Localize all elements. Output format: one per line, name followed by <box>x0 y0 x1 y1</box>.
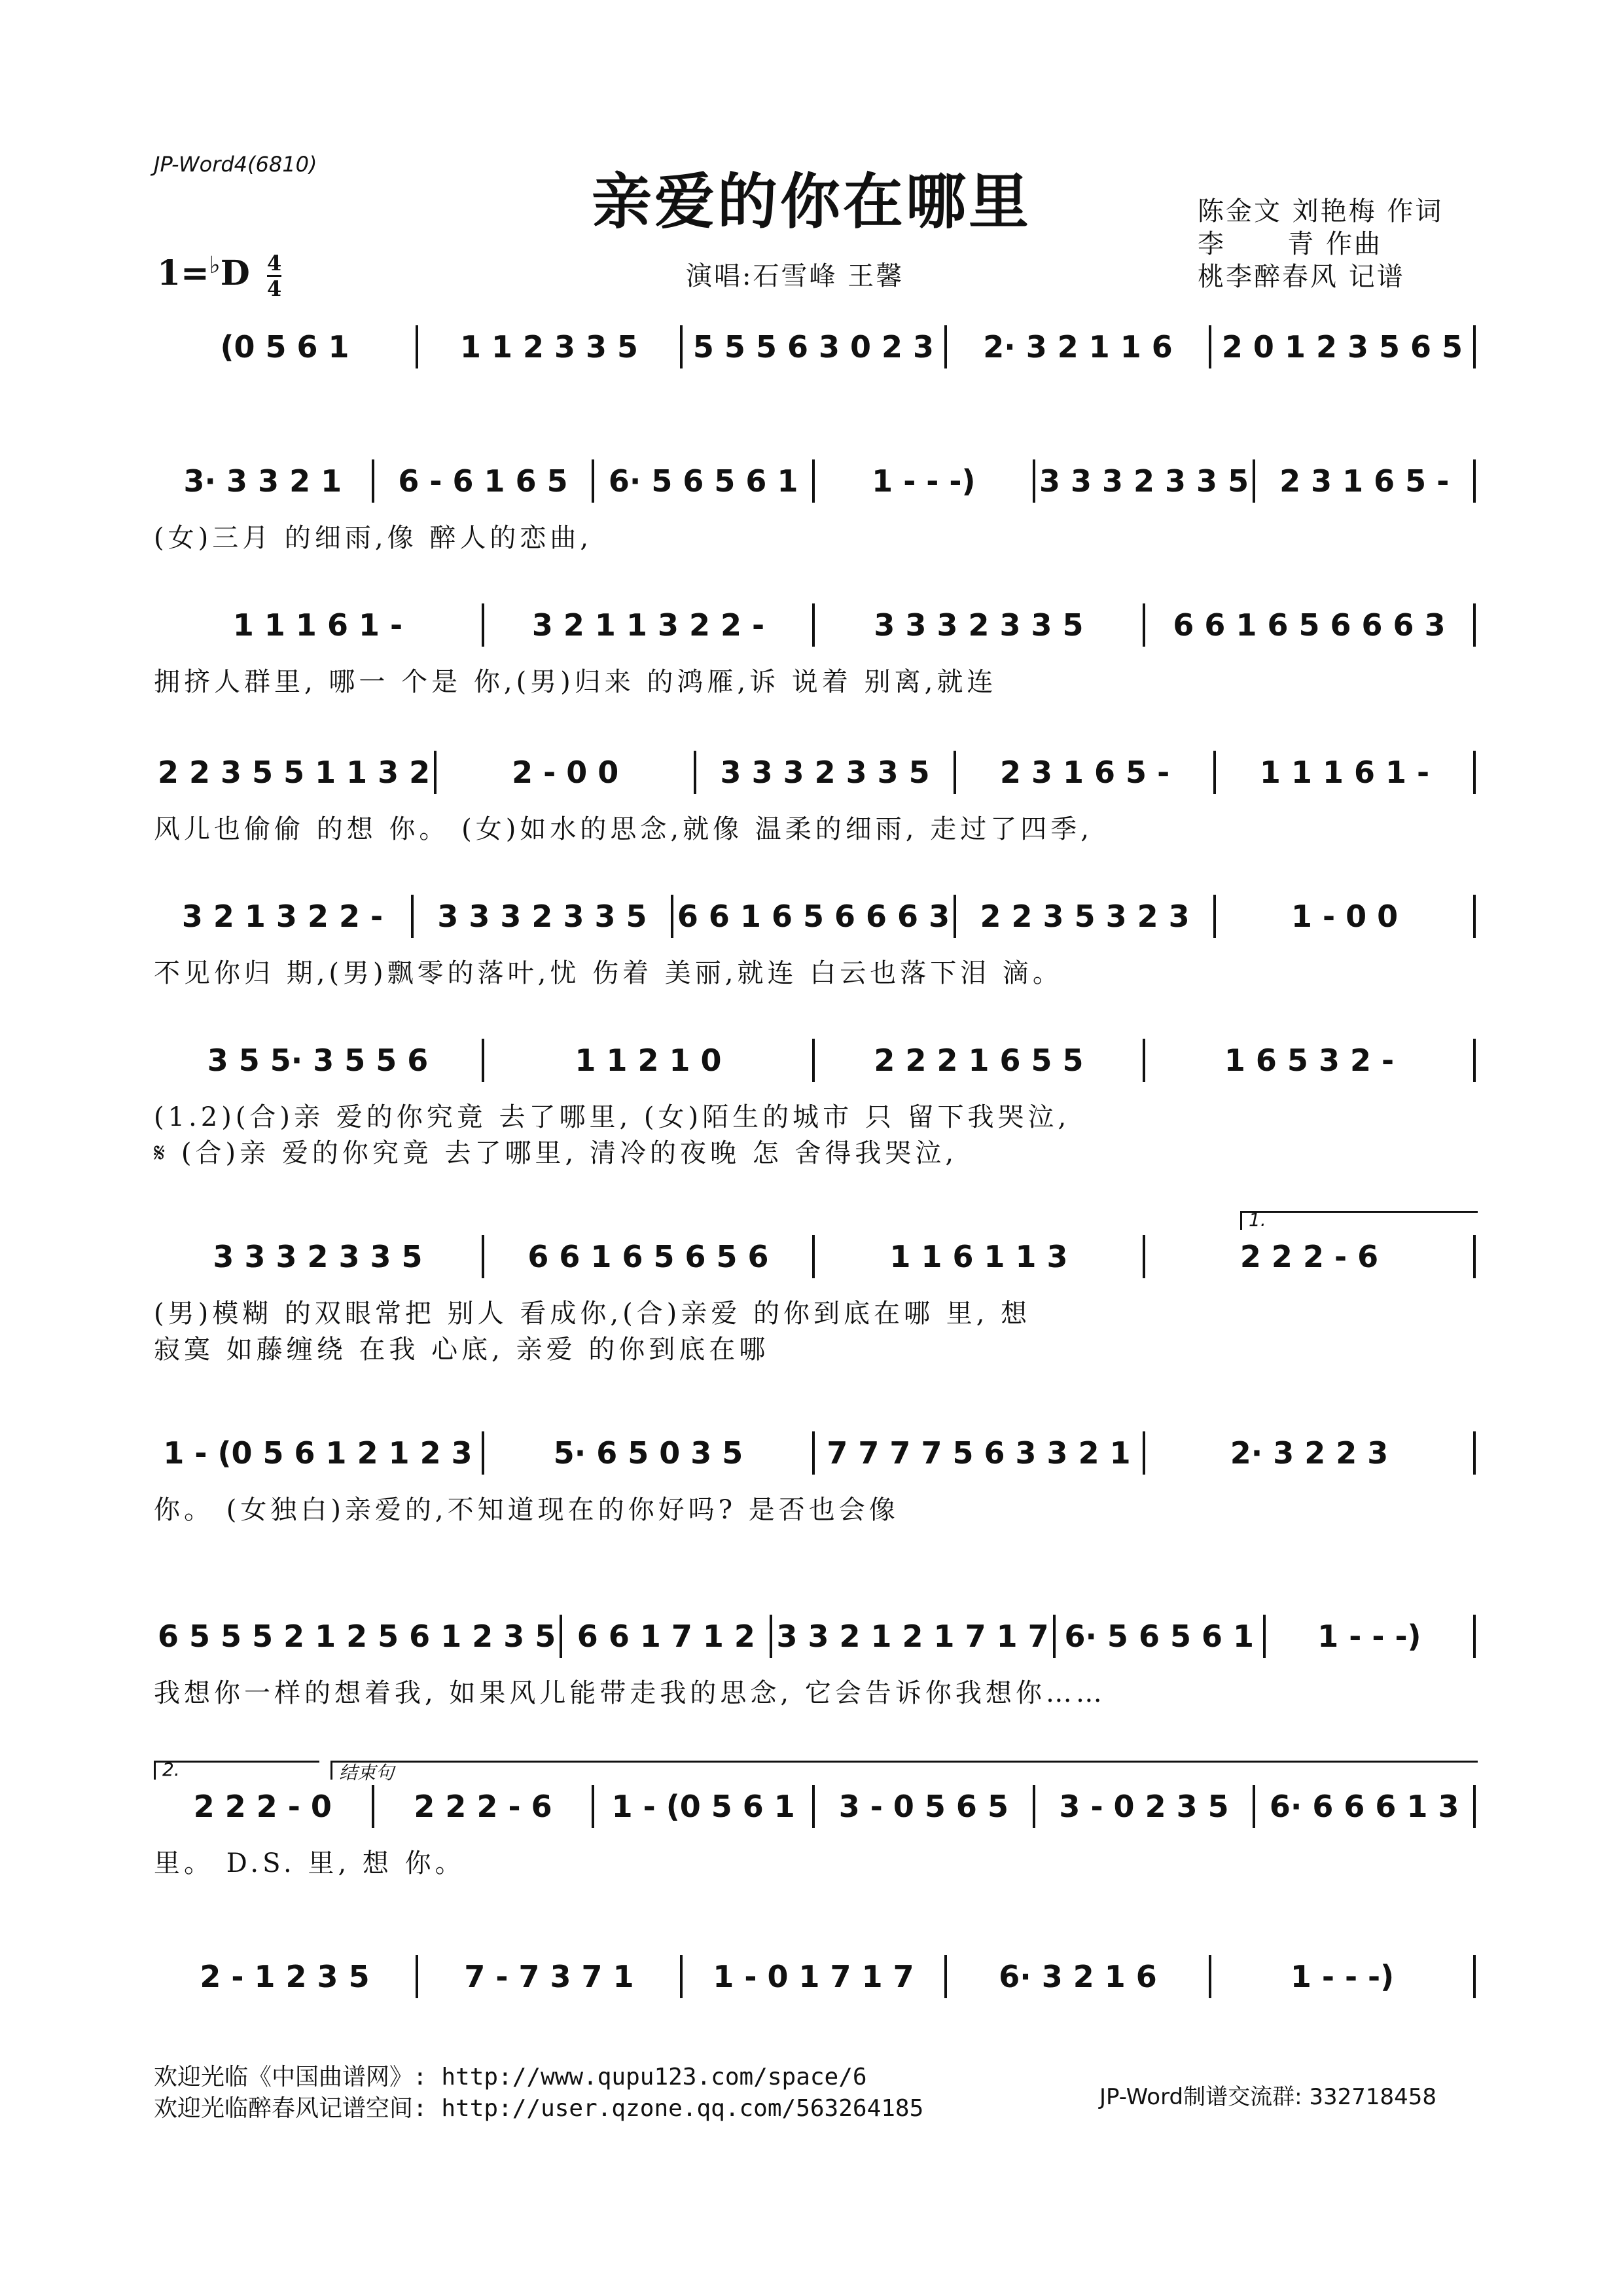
measure <box>154 1435 482 1471</box>
measure <box>696 755 954 790</box>
measure <box>154 1619 560 1654</box>
measure-notes: 2 2 2 1 6 5 5 <box>874 1043 1084 1078</box>
measure-notes: 1 1 1 6 1 - <box>1259 755 1430 790</box>
measure-notes: 2 2 3 5 5 1 1 3 2 <box>158 755 431 790</box>
measure-notes: 3 2 1 1 3 2 2 - <box>531 607 765 643</box>
notes-line <box>154 455 1476 507</box>
bar-line <box>1473 1431 1476 1475</box>
measure <box>1211 1959 1473 1994</box>
measure-notes: 3 3 3 2 3 3 5 <box>874 607 1084 643</box>
measure <box>414 899 671 934</box>
software-label: JP-Word4(6810) <box>154 152 317 177</box>
measure-notes: 6 5 5 5 2 1 2 5 6 1 2 3 5 <box>158 1619 556 1654</box>
bar-line <box>1473 603 1476 647</box>
notes-line <box>154 1950 1476 2003</box>
measure-notes: 2 3 1 6 5 - <box>999 755 1170 790</box>
measure <box>484 1043 812 1078</box>
measure-notes: 6· 5 6 5 6 1 <box>1064 1619 1255 1654</box>
score-row <box>154 321 1476 452</box>
score-row <box>154 1610 1476 1741</box>
measure <box>1145 1043 1473 1078</box>
measure <box>154 607 482 643</box>
volta-number: 2. <box>162 1759 180 1780</box>
measure-notes: 2 0 1 2 3 5 6 5 <box>1221 329 1463 365</box>
measure <box>1145 1435 1473 1471</box>
measure-notes: 3 - 0 5 6 5 <box>838 1789 1008 1824</box>
composer-credit: 李 青 作曲 <box>1198 229 1383 259</box>
measure-notes: 6 - 6 1 6 5 <box>398 463 568 499</box>
measure <box>154 1789 372 1824</box>
measure-notes: 3· 3 3 2 1 <box>183 463 342 499</box>
measure <box>1255 1789 1473 1824</box>
measure-notes: 1 - 0 0 <box>1291 899 1399 934</box>
measure <box>956 755 1213 790</box>
measure-notes: 6· 5 6 5 6 1 <box>608 463 798 499</box>
measure <box>815 463 1033 499</box>
measure-notes: 3 5 5· 3 5 5 6 <box>207 1043 429 1078</box>
key-label: 1= <box>157 253 209 293</box>
measure <box>1145 607 1473 643</box>
measure-notes: 1 6 5 3 2 - <box>1224 1043 1395 1078</box>
measure <box>673 899 954 934</box>
measure-notes: 1 - (0 5 6 1 2 1 2 3 <box>163 1435 473 1471</box>
lyricist-credit: 陈金文 刘艳梅 作词 <box>1198 196 1444 226</box>
lyrics-line-2: 寂寞 如藤缠绕 在我 心底, 亲爱 的你到底在哪 <box>154 1335 770 1365</box>
key-note: D <box>220 253 250 293</box>
notes-line <box>154 321 1476 373</box>
measure <box>1216 899 1473 934</box>
score-row <box>154 599 1476 730</box>
measure-notes: 1 1 2 3 3 5 <box>459 329 639 365</box>
measure <box>1216 755 1473 790</box>
flat-symbol: ♭ <box>209 252 221 279</box>
notes-line <box>154 1780 1476 1833</box>
measure-notes: 6· 3 2 1 6 <box>999 1959 1157 1994</box>
measure <box>562 1619 770 1654</box>
measure-notes: 3 - 0 2 3 5 <box>1059 1789 1229 1824</box>
key-signature <box>157 252 281 299</box>
song-title: 亲爱的你在哪里 <box>591 166 1031 237</box>
measure-notes: 2 2 3 5 3 2 3 <box>980 899 1190 934</box>
measure-notes: 2 - 1 2 3 5 <box>200 1959 370 1994</box>
measure-notes: 7 - 7 3 7 1 <box>464 1959 634 1994</box>
lyrics-line: 我想你一样的想着我, 如果风儿能带走我的思念, 它会告诉你我想你…… <box>154 1678 1106 1708</box>
measure <box>594 463 812 499</box>
measure <box>437 755 694 790</box>
measure-notes: 5· 6 5 0 3 5 <box>553 1435 743 1471</box>
bar-line <box>1473 459 1476 503</box>
measure-notes: 3 3 3 2 3 3 5 <box>213 1239 423 1274</box>
score-row <box>154 890 1476 1021</box>
measure <box>683 329 944 365</box>
credits <box>1198 195 1443 293</box>
measure-notes: 1 1 1 6 1 - <box>232 607 403 643</box>
measure <box>154 1239 482 1274</box>
measure-notes: 1 - 0 1 7 1 7 <box>713 1959 914 1994</box>
transcriber-credit: 桃李醉春风 记谱 <box>1198 262 1405 292</box>
time-signature-top: 4 <box>266 251 282 276</box>
bar-line <box>1473 1615 1476 1658</box>
measure-notes: (0 5 6 1 <box>220 329 349 365</box>
measure <box>154 899 411 934</box>
lyrics-line: (女)三月 的细雨,像 醉人的恋曲, <box>154 523 593 553</box>
lyrics-line: (男)模糊 的双眼常把 别人 看成你,(合)亲爱 的你到底在哪 里, 想 <box>154 1299 1031 1329</box>
measure-notes: 1 1 2 1 0 <box>575 1043 722 1078</box>
measure <box>956 899 1213 934</box>
measure <box>815 1435 1143 1471</box>
measure <box>154 1959 416 1994</box>
measure <box>772 1619 1052 1654</box>
measure <box>418 1959 680 1994</box>
measure-notes: 3 3 3 2 3 3 5 <box>1039 463 1249 499</box>
bar-line <box>1473 1235 1476 1278</box>
measure <box>815 1789 1033 1824</box>
measure-notes: 2 2 2 - 6 <box>1240 1239 1379 1274</box>
measure <box>484 607 812 643</box>
lyrics-line: 里。 D.S. 里, 想 你。 <box>154 1848 465 1878</box>
measure <box>484 1239 812 1274</box>
measure <box>1056 1619 1263 1654</box>
measure <box>374 1789 592 1824</box>
score-row <box>154 455 1476 586</box>
notes-line <box>154 746 1476 798</box>
measure-notes: 3 3 2 1 2 1 7 1 7 <box>776 1619 1049 1654</box>
bar-line <box>1473 325 1476 368</box>
lyrics-line: 拥挤人群里, 哪一 个是 你,(男)归来 的鸿雁,诉 说着 别离,就连 <box>154 667 997 697</box>
footer-links <box>154 2062 923 2125</box>
measure <box>154 329 416 365</box>
lyrics-line: 不见你归 期,(男)飘零的落叶,忧 伤着 美丽,就连 白云也落下泪 滴。 <box>154 958 1063 988</box>
volta-bracket <box>154 1761 319 1780</box>
measure-notes: 2 2 2 - 0 <box>193 1789 332 1824</box>
notes-line <box>154 1610 1476 1662</box>
lyrics-line: 风儿也偷偷 的想 你。 (女)如水的思念,就像 温柔的细雨, 走过了四季, <box>154 814 1093 844</box>
measure <box>1211 329 1473 365</box>
score-row <box>154 1209 1476 1365</box>
qq-group: JP-Word制谱交流群: 332718458 <box>1099 2084 1437 2110</box>
notes-line <box>154 1427 1476 1479</box>
measure-notes: 1 - - -) <box>1317 1619 1421 1654</box>
notes-line <box>154 890 1476 942</box>
measure <box>1266 1619 1473 1654</box>
ending-bracket <box>330 1761 1478 1784</box>
footer-line-1[interactable]: 欢迎光临《中国曲谱网》: http://www.qupu123.com/space/6 <box>154 2064 867 2090</box>
measure <box>815 1239 1143 1274</box>
measure <box>484 1435 812 1471</box>
notes-line <box>154 1034 1476 1086</box>
measure-notes: 6· 6 6 6 1 3 <box>1269 1789 1459 1824</box>
measure <box>947 329 1209 365</box>
notes-line <box>154 599 1476 651</box>
volta-bracket <box>1240 1211 1478 1230</box>
footer-line-2[interactable]: 欢迎光临醉春风记谱空间: http://user.qzone.qq.com/563264185 <box>154 2095 924 2122</box>
measure <box>1035 463 1253 499</box>
measure-notes: 2· 3 2 1 1 6 <box>983 329 1173 365</box>
measure <box>1035 1789 1253 1824</box>
measure <box>683 1959 944 1994</box>
bar-line <box>1473 1785 1476 1828</box>
measure-notes: 2 3 1 6 5 - <box>1279 463 1450 499</box>
bar-line <box>1473 751 1476 794</box>
score-row <box>154 746 1476 877</box>
measure-notes: 6 6 1 6 5 6 5 6 <box>527 1239 769 1274</box>
measure <box>815 1043 1143 1078</box>
score-row <box>154 1427 1476 1558</box>
measure-notes: 7 7 7 7 5 6 3 3 2 1 <box>827 1435 1131 1471</box>
score-row <box>154 1759 1476 1911</box>
measure-notes: 6 6 1 7 1 2 <box>577 1619 755 1654</box>
time-signature <box>267 253 281 299</box>
measure <box>1145 1239 1473 1274</box>
singers: 演唱:石雪峰 王馨 <box>686 261 904 291</box>
measure-notes: 6 6 1 6 5 6 6 6 3 <box>1173 607 1446 643</box>
measure <box>418 329 680 365</box>
lyrics-line: 你。 (女独白)亲爱的,不知道现在的你好吗? 是否也会像 <box>154 1495 899 1525</box>
measure-notes: 3 3 3 2 3 3 5 <box>720 755 930 790</box>
bar-line <box>1473 1955 1476 1998</box>
measure <box>154 463 372 499</box>
ending-label: 结束句 <box>339 1762 395 1784</box>
measure <box>154 1043 482 1078</box>
notes-line <box>154 1230 1476 1283</box>
measure-notes: 5 5 5 6 3 0 2 3 <box>692 329 935 365</box>
measure-notes: 2 2 2 - 6 <box>414 1789 552 1824</box>
measure-notes: 1 1 6 1 1 3 <box>889 1239 1068 1274</box>
measure-notes: 1 - (0 5 6 1 <box>611 1789 795 1824</box>
measure <box>947 1959 1209 1994</box>
measure-notes: 2· 3 2 2 3 <box>1230 1435 1389 1471</box>
measure <box>374 463 592 499</box>
bar-line <box>1473 895 1476 938</box>
measure-notes: 3 2 1 3 2 2 - <box>181 899 383 934</box>
measure-notes: 2 - 0 0 <box>512 755 619 790</box>
measure <box>594 1789 812 1824</box>
volta-number: 1. <box>1249 1209 1266 1230</box>
score-row <box>154 1034 1476 1168</box>
measure <box>154 755 434 790</box>
measure <box>815 607 1143 643</box>
measure-notes: 1 - - -) <box>872 463 976 499</box>
time-signature-bottom: 4 <box>266 276 282 301</box>
lyrics-line-2: 𝄋 (合)亲 爱的你究竟 去了哪里, 清冷的夜晚 怎 舍得我哭泣, <box>154 1138 958 1168</box>
measure <box>1255 463 1473 499</box>
measure-notes: 1 - - -) <box>1290 1959 1395 1994</box>
measure-notes: 3 3 3 2 3 3 5 <box>437 899 647 934</box>
measure-notes: 6 6 1 6 5 6 6 6 3 <box>677 899 950 934</box>
lyrics-line: (1.2)(合)亲 爱的你究竟 去了哪里, (女)陌生的城市 只 留下我哭泣, <box>154 1102 1071 1132</box>
bar-line <box>1473 1039 1476 1082</box>
